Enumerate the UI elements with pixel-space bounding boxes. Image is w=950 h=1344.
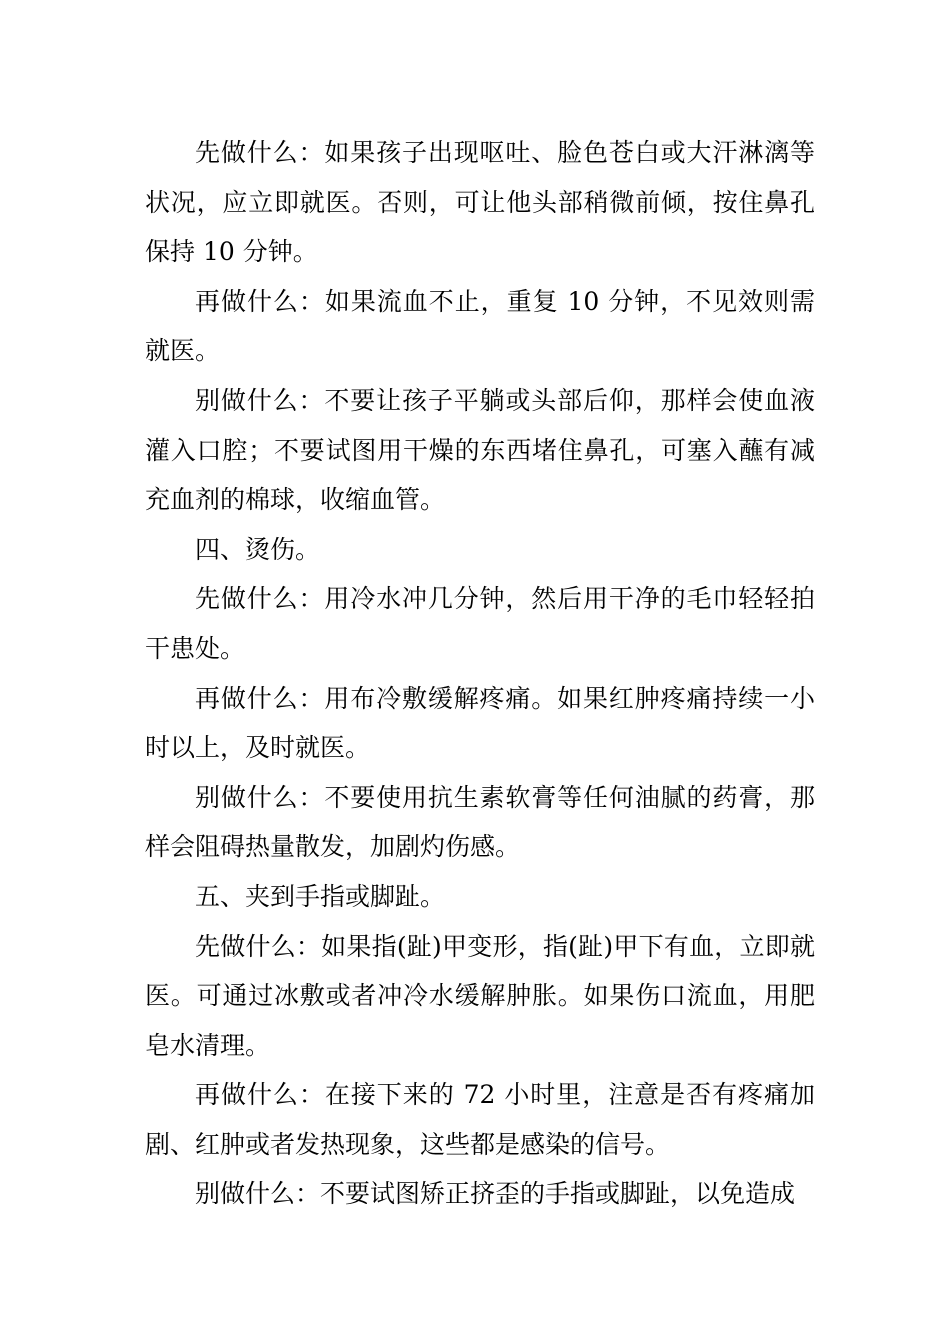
paragraph-nosebleed-then: 再做什么：如果流血不止，重复 10 分钟，不见效则需就医。 (145, 286, 815, 366)
paragraph-burns-dont: 别做什么：不要使用抗生素软膏等任何油腻的药膏，那样会阻碍热量散发，加剧灼伤感。 (145, 782, 815, 862)
section-heading-pinched-finger: 五、夹到手指或脚趾。 (195, 881, 446, 911)
section-heading-burns: 四、烫伤。 (195, 534, 321, 564)
paragraph-pinched-dont: 别做什么：不要试图矫正挤歪的手指或脚趾，以免造成 (195, 1179, 796, 1209)
paragraph-pinched-then: 再做什么：在接下来的 72 小时里，注意是否有疼痛加剧、红肿或者发热现象，这些都是感染的信号。 (145, 1080, 815, 1159)
paragraph-pinched-first: 先做什么：如果指(趾)甲变形，指(趾)甲下有血，立即就医。可通过冰敷或者冲冷水缓解肿胀。如果伤口流血，用肥皂水清理。 (145, 931, 815, 1060)
paragraph-burns-then: 再做什么：用布冷敷缓解疼痛。如果红肿疼痛持续一小时以上，及时就医。 (145, 683, 815, 763)
paragraph-nosebleed-first: 先做什么：如果孩子出现呕吐、脸色苍白或大汗淋漓等状况，应立即就医。否则，可让他头部稍微前倾，按住鼻孔保持 10 分钟。 (145, 138, 815, 267)
paragraph-burns-first: 先做什么：用冷水冲几分钟，然后用干净的毛巾轻轻拍干患处。 (145, 584, 815, 663)
paragraph-nosebleed-dont: 别做什么：不要让孩子平躺或头部后仰，那样会使血液灌入口腔；不要试图用干燥的东西堵住鼻孔，可塞入蘸有减充血剂的棉球，收缩血管。 (145, 385, 815, 515)
document-body (145, 128, 815, 1219)
